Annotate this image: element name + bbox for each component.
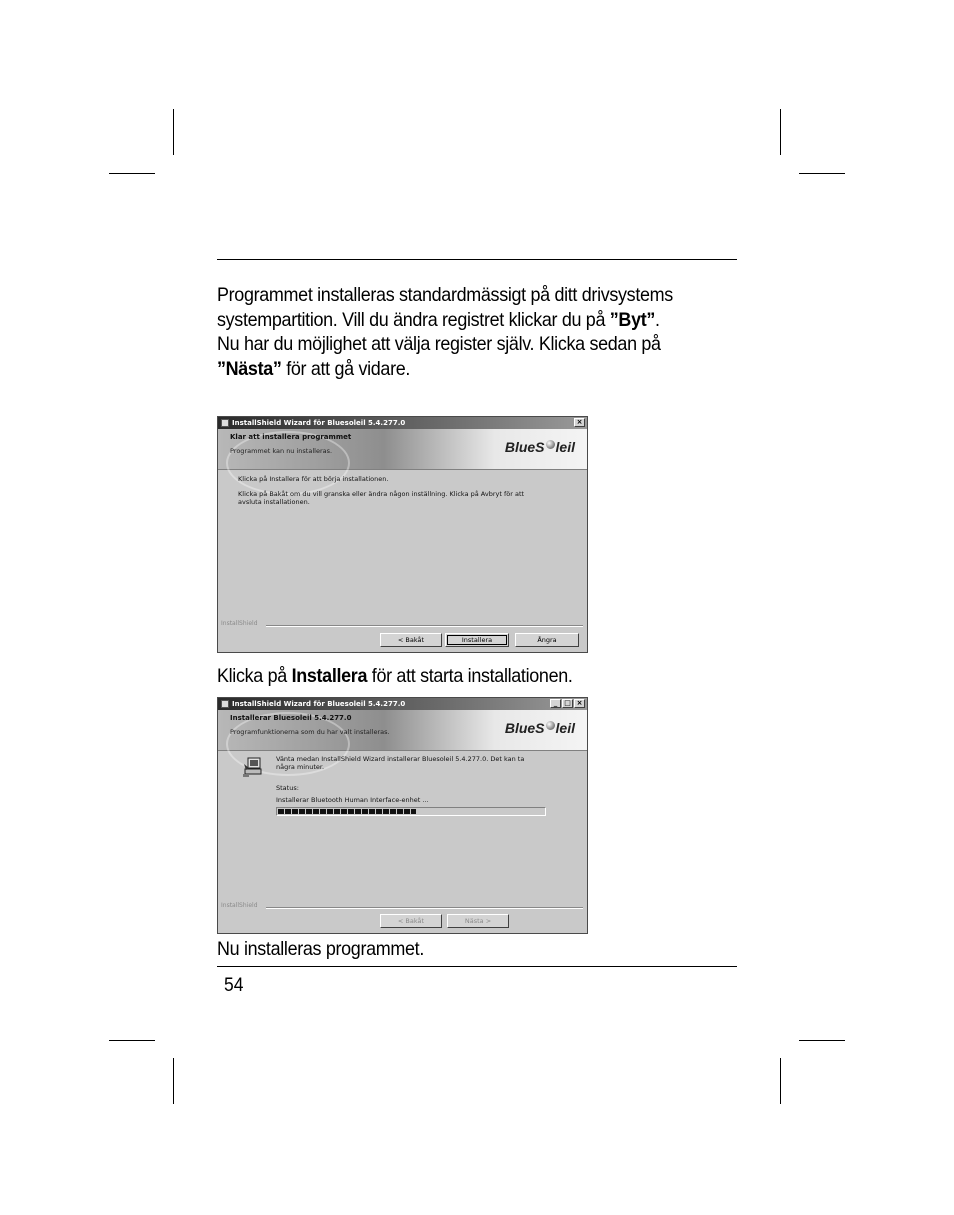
title-bar [218,698,587,710]
page-number: 54 [224,975,244,996]
intro-text: systempartition. Vill du ändra registret klickar du på [217,308,610,331]
install-button[interactable]: Installera [445,633,509,647]
crop-mark [780,1058,781,1104]
footer-separator [266,625,583,627]
top-rule [217,259,737,260]
logo-text: BlueS [504,720,545,736]
wizard-dialog-installing [217,697,588,934]
crop-mark [109,1040,155,1041]
installshield-label: InstallShield [221,620,258,627]
wizard-banner [218,710,587,751]
bluesoleil-logo [505,439,575,455]
installer-icon [221,419,229,427]
status-text: Installerar Bluetooth Human Interface-enhet ... [276,796,429,804]
caption-install [217,664,573,688]
intro-line-4 [217,357,714,382]
intro-line-1: Programmet installeras standardmässigt på ditt drivsystems [217,284,673,306]
wait-text [276,755,524,771]
byt-keyword: ”Byt” [609,308,656,331]
window-title: InstallShield Wizard för Bluesoleil 5.4.277.0 [232,700,406,708]
banner-heading: Klar att installera programmet [230,433,352,441]
wait-line: några minuter. [276,763,325,771]
back-button[interactable]: < Bakåt [380,633,442,647]
wizard-banner [218,429,587,470]
intro-paragraph [217,283,714,381]
crop-mark [109,173,155,174]
wait-line: Vänta medan InstallShield Wizard installerar Bluesoleil 5.4.277.0. Det kan ta [276,755,525,763]
close-icon[interactable]: × [574,418,585,427]
intro-line-2 [217,308,714,333]
progress-fill [278,809,416,814]
banner-subheading: Programmet kan nu installeras. [230,447,333,455]
instruction-text-2 [238,490,524,506]
title-bar [218,417,587,429]
logo-text: leil [555,439,575,455]
cancel-button[interactable]: Ångra [515,633,579,647]
crop-mark [173,109,174,155]
instruction-text: Klicka på Installera för att börja installationen. [238,475,389,483]
caption-text: Klicka på [217,665,292,687]
intro-text: för att gå vidare. [281,357,411,380]
caption-installing: Nu installeras programmet. [217,938,424,960]
instruction-line: avsluta installationen. [238,498,310,506]
status-label: Status: [276,784,299,792]
bluesoleil-logo [505,720,575,736]
banner-subheading: Programfunktionerna som du har valt installeras. [230,728,390,736]
instruction-line: Klicka på Bakåt om du vill granska eller ändra någon inställning. Klicka på Avbryt för att [238,490,525,498]
logo-sun-icon [546,440,555,449]
logo-text: BlueS [504,439,545,455]
installshield-label: InstallShield [221,902,258,909]
nasta-keyword: ”Nästa” [217,357,282,380]
close-icon[interactable]: × [574,699,585,708]
logo-sun-icon [546,721,555,730]
computer-install-icon [242,756,264,778]
crop-mark [173,1058,174,1104]
next-button[interactable]: Nästa > [447,914,509,928]
footer-separator [266,907,583,909]
crop-mark [799,173,845,174]
minimize-icon[interactable]: _ [550,699,561,708]
intro-text: . [655,308,660,331]
bottom-rule [217,966,737,967]
maximize-icon[interactable]: □ [562,699,573,708]
intro-line-3: Nu har du möjlighet att välja register själv. Klicka sedan på [217,333,661,355]
crop-mark [780,109,781,155]
window-title: InstallShield Wizard för Bluesoleil 5.4.277.0 [232,419,406,427]
crop-mark [799,1040,845,1041]
wizard-dialog-ready [217,416,588,653]
caption-text: för att starta installationen. [367,665,573,687]
back-button[interactable]: < Bakåt [380,914,442,928]
installera-keyword: Installera [291,665,368,687]
installer-icon [221,700,229,708]
banner-heading: Installerar Bluesoleil 5.4.277.0 [230,714,352,722]
logo-text: leil [555,720,575,736]
progress-bar [276,807,546,816]
